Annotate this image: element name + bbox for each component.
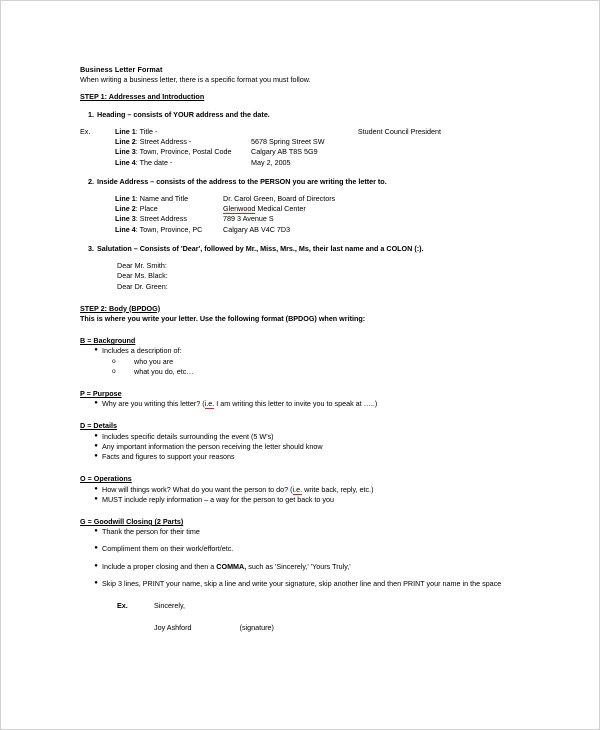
- section-details-heading: D = Details: [80, 421, 117, 431]
- spellcheck-word: Glenwood: [223, 204, 256, 214]
- closing-example-row: [80, 601, 530, 611]
- background-subbullet-text: what you do, etc…: [134, 366, 194, 376]
- salutation-example: Dear Mr. Smith:: [117, 261, 167, 271]
- closing-example-label: Ex.: [117, 601, 128, 611]
- background-bullet-text: Includes a description of:: [102, 346, 182, 356]
- step1-item-1-text: Heading – consists of YOUR address and the date.: [97, 109, 270, 119]
- goodwill-bullet-text: Include a proper closing and then a COMMA, such as 'Sincerely,' 'Yours Truly,': [102, 561, 351, 571]
- details-bullet-text: Any important information the person receiving the letter should know: [102, 441, 323, 451]
- goodwill-bullet-text: Compliment them on their work/effort/etc.: [102, 544, 234, 554]
- bullet-icon: ●: [94, 495, 98, 502]
- step1-item-2-text: Inside Address – consists of the address to the PERSON you are writing the letter to.: [97, 176, 387, 186]
- step1-item-3-text: Salutation – Consists of 'Dear', followed by Mr., Miss, Mrs., Ms, their last name and a COLON (:).: [97, 243, 424, 253]
- details-bullet: [80, 442, 530, 452]
- step1-item-2: [80, 177, 530, 187]
- inside-address-row-value: Glenwood Medical Center: [223, 204, 306, 214]
- bullet-icon: ●: [94, 485, 98, 492]
- inside-address-row: [115, 204, 530, 214]
- operations-bullet-text: MUST include reply information – a way for the person to get back to you: [102, 494, 334, 504]
- signature-example-row: [80, 623, 530, 633]
- inside-address-row: [115, 194, 530, 204]
- section-purpose-heading: P = Purpose: [80, 389, 122, 399]
- heading-example-row-label: Line 2: Street Address -: [115, 137, 192, 147]
- inside-address-row: [115, 225, 530, 235]
- inside-address-row-value: Dr. Carol Green, Board of Directors: [223, 193, 336, 203]
- background-bullet: [80, 346, 530, 356]
- bullet-icon: ●: [94, 347, 98, 354]
- salutation-example: Dear Dr. Green:: [117, 281, 168, 291]
- bullet-icon: ●: [94, 545, 98, 552]
- goodwill-bullet: [80, 527, 530, 537]
- bullet-icon: ●: [94, 442, 98, 449]
- operations-bullet-text: How will things work? What do you want the person to do? (i.e. write back, reply, etc.): [102, 484, 374, 494]
- document-content: [80, 65, 530, 634]
- purpose-bullet-text: Why are you writing this letter? (i.e. I am writing this letter to invite you to speak at …..): [102, 399, 378, 409]
- background-subbullet: [80, 367, 530, 377]
- bullet-icon: ●: [94, 432, 98, 439]
- inside-address-example-rows: [80, 194, 530, 235]
- bullet-icon: ●: [94, 453, 98, 460]
- inside-address-row: [115, 214, 530, 224]
- step2-intro: This is where you write your letter. Use the following format (BPDOG) when writing:: [80, 313, 366, 323]
- step2-heading: STEP 2: Body (BPDOG): [80, 303, 161, 313]
- inside-address-row-label: Line 1: Name and Title: [115, 193, 189, 203]
- bullet-icon: ●: [94, 579, 98, 586]
- bullet-icon: ●: [94, 562, 98, 569]
- operations-bullet: [80, 485, 530, 495]
- heading-example-row: [115, 147, 530, 157]
- signature-note: (signature): [239, 623, 274, 633]
- document-intro: When writing a business letter, there is a specific format you must follow.: [80, 75, 311, 85]
- circle-bullet-icon: o: [112, 367, 116, 375]
- step1-item-3-number: 3.: [88, 243, 94, 253]
- inside-address-row-label: Line 2: Place: [115, 204, 158, 214]
- goodwill-bullet: [80, 562, 530, 572]
- bullet-icon: ●: [94, 528, 98, 535]
- operations-bullet: [80, 495, 530, 505]
- step1-item-2-number: 2.: [88, 176, 94, 186]
- step1-item-1-number: 1.: [88, 109, 94, 119]
- heading-example-block: [80, 127, 530, 168]
- signature-spacer: [117, 623, 154, 633]
- signature-name: Joy Ashford: [154, 623, 192, 633]
- inside-address-row-value: 789 3 Avenue S: [223, 214, 274, 224]
- heading-example-row-label: Line 1: Title -: [115, 126, 158, 136]
- step1-item-3: [80, 244, 530, 254]
- spellcheck-word: i.e.: [292, 484, 303, 494]
- purpose-bullet: [80, 399, 530, 409]
- inside-address-row-value: Calgary AB V4C 7D3: [223, 224, 291, 234]
- heading-example-row-label: Line 4: The date -: [115, 157, 173, 167]
- heading-example-row-value: May 2, 2005: [251, 157, 291, 167]
- closing-example-closing: Sincerely,: [154, 601, 186, 611]
- goodwill-bullet: [80, 579, 530, 589]
- background-subbullet-text: who you are: [134, 356, 174, 366]
- inside-address-row-label: Line 4: Town, Province, PC: [115, 224, 203, 234]
- step1-item-1: [80, 110, 530, 120]
- background-subbullet: [80, 357, 530, 367]
- heading-example-rows: [115, 127, 530, 168]
- section-operations-heading: O = Operations: [80, 474, 132, 484]
- salutation-example: Dear Ms. Black:: [117, 271, 168, 281]
- heading-example-row: [115, 127, 530, 137]
- heading-example-row-value: 5678 Spring Street SW: [251, 137, 325, 147]
- goodwill-bullet-text: Skip 3 lines, PRINT your name, skip a line and write your signature, skip another line and then PRINT your name in the space: [102, 578, 502, 588]
- heading-example-label: Ex.: [80, 126, 91, 136]
- details-bullet: [80, 432, 530, 442]
- details-bullet-text: Includes specific details surrounding the event (5 W's): [102, 431, 274, 441]
- heading-example-row: [115, 137, 530, 147]
- bullet-icon: ●: [94, 400, 98, 407]
- goodwill-bullet: [80, 544, 530, 554]
- spellcheck-word: i.e.: [204, 399, 215, 409]
- step1-heading: STEP 1: Addresses and Introduction: [80, 92, 205, 102]
- heading-example-row-value: Calgary AB T8S 5G9: [251, 147, 318, 157]
- inside-address-row-label: Line 3: Street Address: [115, 214, 187, 224]
- section-background-heading: B = Background: [80, 336, 136, 346]
- heading-example-row-value: Student Council President: [357, 126, 441, 136]
- circle-bullet-icon: o: [112, 357, 116, 365]
- goodwill-bullet-text: Thank the person for their time: [102, 527, 200, 537]
- details-bullet: [80, 452, 530, 462]
- section-goodwill-heading: G = Goodwill Closing (2 Parts): [80, 517, 184, 526]
- document-title: Business Letter Format: [80, 65, 163, 74]
- salutation-examples: [80, 261, 530, 292]
- details-bullet-text: Facts and figures to support your reasons: [102, 452, 235, 462]
- heading-example-row-label: Line 3: Town, Province, Postal Code: [115, 147, 232, 157]
- heading-example-row: [115, 158, 530, 168]
